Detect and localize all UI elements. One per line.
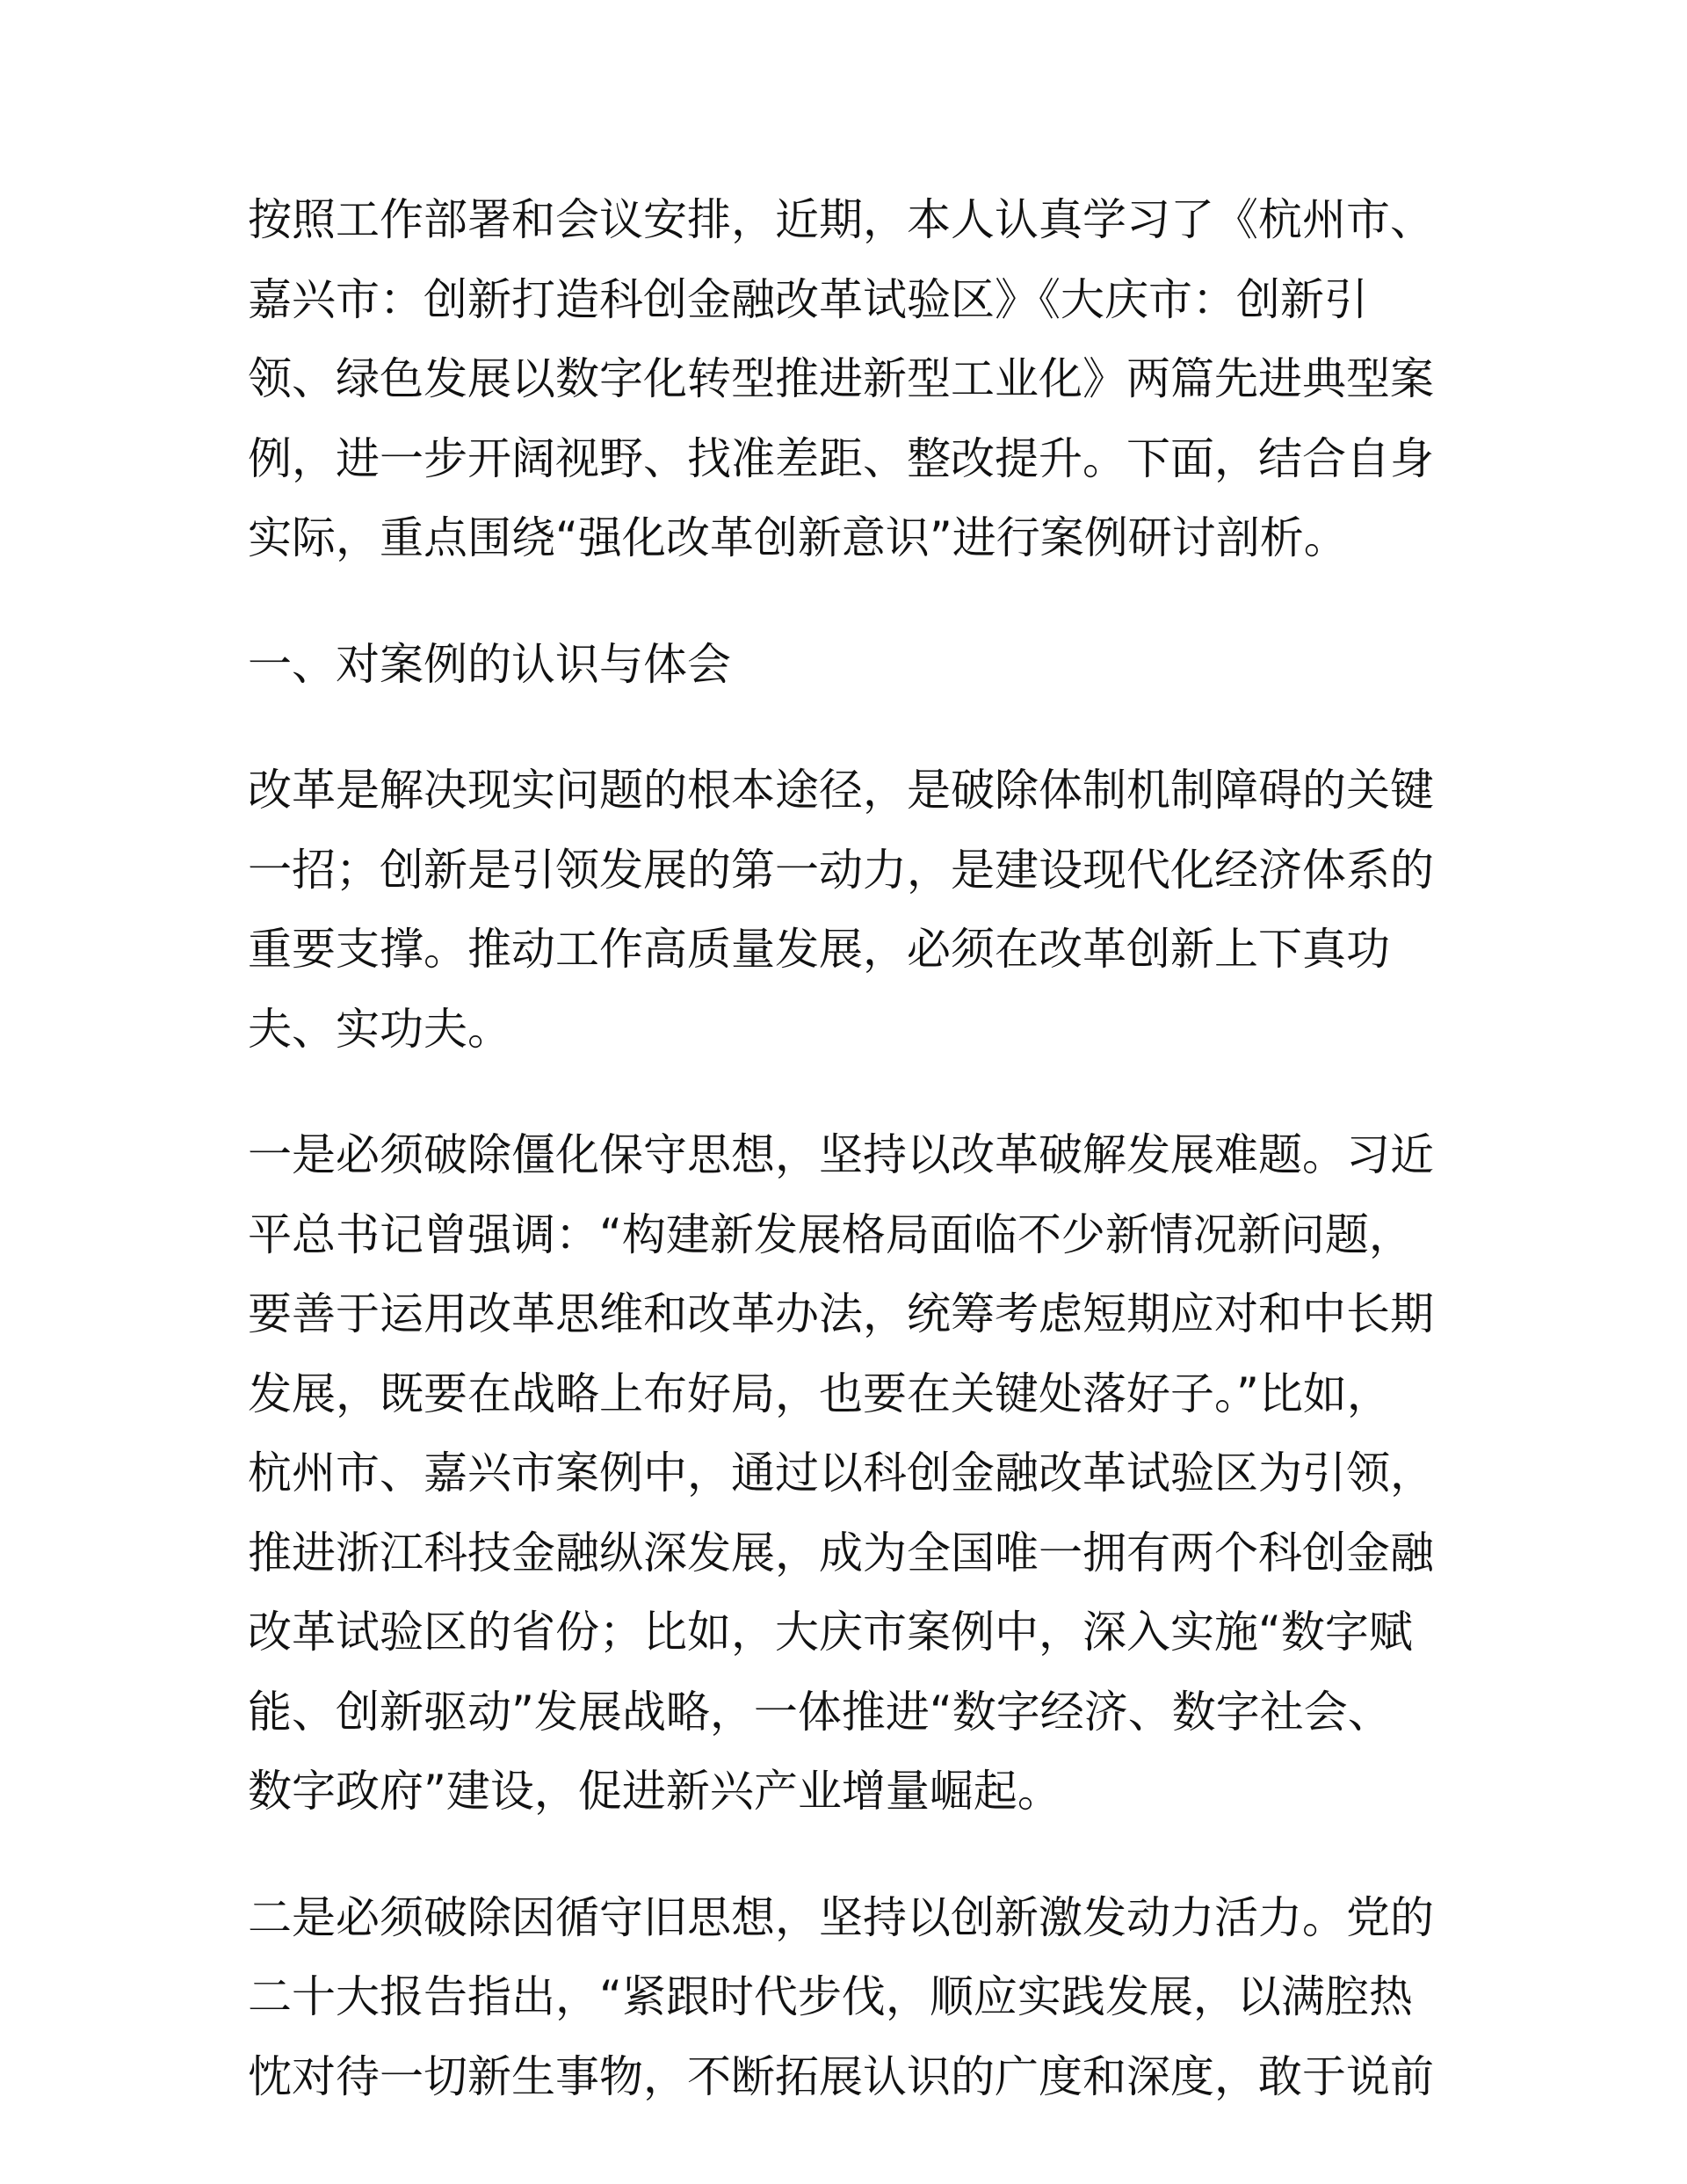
document-body [248,180,1439,2116]
text-line: 二十大报告指出，“紧跟时代步伐，顺应实践发展，以满腔热 [248,1971,1413,2022]
text-line: 能、创新驱动”发展战略，一体推进“数字经济、数字社会、 [248,1686,1392,1738]
intro-paragraph [248,180,1439,578]
text-line: 按照工作部署和会议安排，近期，本人认真学习了《杭州市、 [248,194,1434,245]
text-line: 改革试验区的省份；比如，大庆市案例中，深入实施“数字赋 [248,1607,1413,1658]
heading-text: 一、对案例的认识与体会 [248,638,731,690]
body-paragraph [248,751,1439,1069]
text-line: 推进浙江科技金融纵深发展，成为全国唯一拥有两个科创金融 [248,1527,1434,1578]
text-line: 领、绿色发展以数字化转型推进新型工业化》两篇先进典型案 [248,353,1434,404]
text-line: 夫、实功夫。 [248,1003,511,1055]
text-line: 改革是解决现实问题的根本途径，是破除体制机制障碍的关键 [248,765,1434,816]
text-line: 忱对待一切新生事物，不断拓展认识的广度和深度，敢于说前 [248,2050,1434,2102]
text-line: 发展，既要在战略上布好局，也要在关键处落好子。”比如， [248,1368,1391,1419]
text-line: 平总书记曾强调：“构建新发展格局面临不少新情况新问题， [248,1208,1413,1260]
text-line: 要善于运用改革思维和改革办法，统筹考虑短期应对和中长期 [248,1288,1434,1339]
text-line: 一是必须破除僵化保守思想，坚持以改革破解发展难题。习近 [248,1129,1434,1180]
section-heading [248,625,1439,705]
text-line: 数字政府”建设，促进新兴产业增量崛起。 [248,1766,1061,1817]
point-one-paragraph [248,1115,1439,1832]
text-line: 重要支撑。推动工作高质量发展，必须在改革创新上下真功 [248,924,1390,975]
text-line: 一招；创新是引领发展的第一动力，是建设现代化经济体系的 [248,844,1434,896]
text-line: 杭州市、嘉兴市案例中，通过以科创金融改革试验区为引领， [248,1448,1434,1498]
text-line: 实际，重点围绕“强化改革创新意识”进行案例研讨剖析。 [248,512,1348,563]
text-line: 例，进一步开阔视野、找准差距、整改提升。下面，结合自身 [248,432,1434,484]
text-line: 二是必须破除因循守旧思想，坚持以创新激发动力活力。党的 [248,1891,1434,1943]
text-line: 嘉兴市：创新打造科创金融改革试验区》《大庆市：创新引 [248,273,1368,325]
point-two-paragraph [248,1878,1439,2117]
